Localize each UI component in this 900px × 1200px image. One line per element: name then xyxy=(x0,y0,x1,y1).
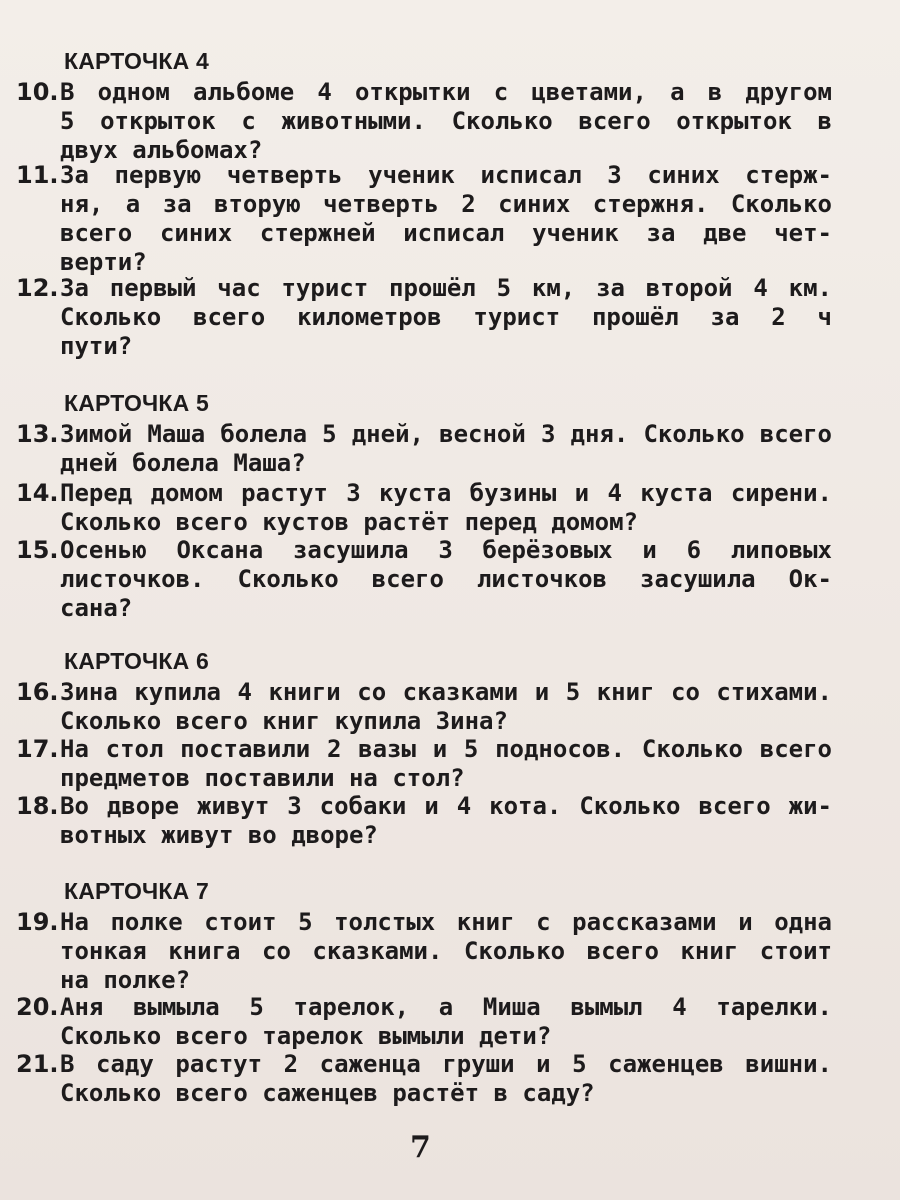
problem-line: Зина купила 4 книги со сказками и 5 книг со стихами. xyxy=(60,678,832,706)
problem-number: 19. xyxy=(16,908,59,936)
problem-line: верти? xyxy=(60,248,147,276)
problem-line: пути? xyxy=(60,332,133,360)
problem-line: Сколько всего километров турист прошёл за 2 ч xyxy=(60,303,832,331)
problem-line: В саду растут 2 саженца груши и 5 саженцев вишни. xyxy=(60,1050,832,1078)
page-number: 7 xyxy=(410,1130,431,1165)
problem-number: 20. xyxy=(16,993,59,1021)
problem-number: 13. xyxy=(16,420,59,448)
problem-line: дней болела Маша? xyxy=(60,449,306,477)
problem-line: предметов поставили на стол? xyxy=(60,764,465,792)
problem-number: 16. xyxy=(16,678,59,706)
problem-line: Сколько всего тарелок вымыли дети? xyxy=(60,1022,552,1050)
problem-line: вотных живут во дворе? xyxy=(60,821,378,849)
problem-number: 10. xyxy=(16,78,59,106)
problem-number: 21. xyxy=(16,1050,59,1078)
problem-line: ня, а за вторую четверть 2 синих стержня. Сколько xyxy=(60,190,832,218)
problem-line: Сколько всего книг купила Зина? xyxy=(60,707,508,735)
problem-number: 14. xyxy=(16,479,59,507)
problem-line: сана? xyxy=(60,594,133,622)
problem-line: За первый час турист прошёл 5 км, за второй 4 км. xyxy=(60,274,832,302)
problem-line: На стол поставили 2 вазы и 5 подносов. Сколько всего xyxy=(60,735,832,763)
problem-line: Сколько всего саженцев растёт в саду? xyxy=(60,1079,595,1107)
problem-line: На полке стоит 5 толстых книг с рассказами и одна xyxy=(60,908,832,936)
problem-number: 12. xyxy=(16,274,59,302)
problem-line: на полке? xyxy=(60,966,191,994)
problem-line: Перед домом растут 3 куста бузины и 4 куста сирени. xyxy=(60,479,832,507)
card-title: КАРТОЧКА 6 xyxy=(64,648,210,674)
problem-number: 18. xyxy=(16,792,59,820)
problem-line: Аня вымыла 5 тарелок, а Миша вымыл 4 тарелки. xyxy=(60,993,832,1021)
problem-line: двух альбомах? xyxy=(60,136,263,164)
problem-number: 17. xyxy=(16,735,59,763)
problem-line: Осенью Оксана засушила 3 берёзовых и 6 липовых xyxy=(60,536,832,564)
problem-number: 11. xyxy=(16,161,59,189)
problem-number: 15. xyxy=(16,536,59,564)
problem-line: всего синих стержней исписал ученик за две чет- xyxy=(60,219,832,247)
problem-line: тонкая книга со сказками. Сколько всего книг стоит xyxy=(60,937,832,965)
card-title: КАРТОЧКА 5 xyxy=(64,390,210,416)
problem-line: За первую четверть ученик исписал 3 синих стерж- xyxy=(60,161,832,189)
card-title: КАРТОЧКА 7 xyxy=(64,878,210,904)
card-title: КАРТОЧКА 4 xyxy=(64,48,210,74)
problem-line: листочков. Сколько всего листочков засушила Ок- xyxy=(60,565,832,593)
problem-line: Во дворе живут 3 собаки и 4 кота. Сколько всего жи- xyxy=(60,792,832,820)
problem-line: В одном альбоме 4 открытки с цветами, а в другом xyxy=(60,78,832,106)
problem-line: Зимой Маша болела 5 дней, весной 3 дня. Сколько всего xyxy=(60,420,832,448)
problem-line: Сколько всего кустов растёт перед домом? xyxy=(60,508,638,536)
problem-line: 5 открыток с животными. Сколько всего открыток в xyxy=(60,107,832,135)
